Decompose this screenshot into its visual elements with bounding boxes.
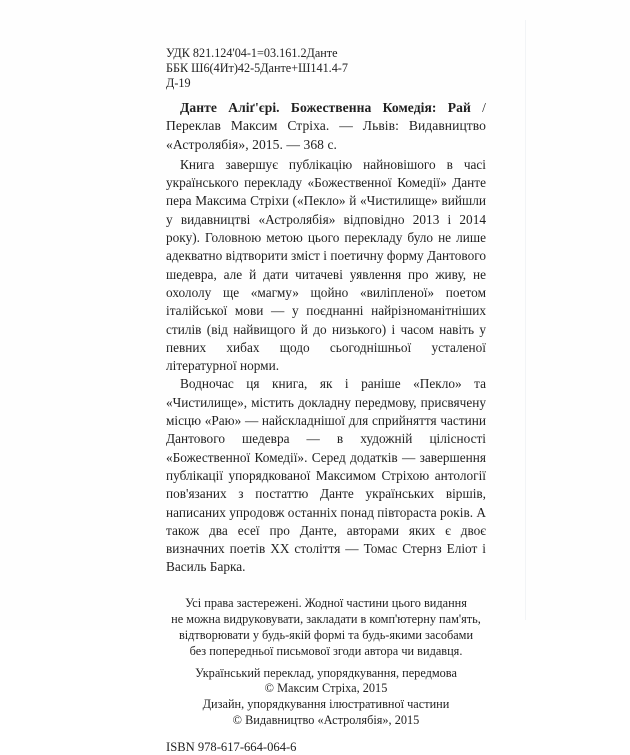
copyright-line: © Максим Стріха, 2015 [264, 681, 388, 696]
imprint-content [166, 46, 486, 755]
abstract-paragraph: Водночас ця книга, як і раніше «Пекло» та «Чистилище», містить докладну передмову, присвячену місцю «Раю» — найскладнішої для сприйняття частини Дантового шедевра — в художній цілісності «Божественної Комедії». Серед додатків — завершення публікації упорядкованої Максимом Стріхою антології пов'язаних з постаттю Данте українських віршів, написаних упродовж останніх понад півтораста років. А також два есеї про Данте, авторами яких є двоє визначних поетів XX століття — Томас Стернз Еліот і Василь Барка. [166, 376, 486, 575]
publication-details: / Переклав Максим Стріха. — Львів: Видавництво «Астролябія», 2015. — 368 с. [166, 100, 486, 152]
copyright-line: Дизайн, упорядкування ілюстративної частини [202, 697, 450, 712]
copyright-line: Український переклад, упорядкування, передмова [195, 665, 457, 680]
author-code: Д-19 [166, 76, 191, 90]
rights-notice [166, 595, 486, 660]
rights-line: відтворювати у будь-якій формі та будь-якими засобами [178, 628, 474, 643]
udk-code: УДК 821.124'04-1=03.161.2Данте [166, 46, 338, 60]
bibliographic-entry [166, 99, 486, 154]
copyright-line: © Видавництво «Астролябія», 2015 [232, 712, 420, 727]
isbn: ISBN 978-617-664-064-6 [166, 739, 297, 754]
abstract-paragraph: Книга завершує публікацію найновішого в часі українського перекладу «Божественної Комедії» Данте пера Максима Стріхи («Пекло» й «Чистилище» вийшли у видавництві «Астролябія» відповідно 2013 і 2014 року). Головною метою цього перекладу було не лише адекватно відтворити зміст і поетичну форму Дантового шедевра, але й дати читачеві уявлення про живу, не охололу ще «магму» щойно «виліпленої» поетом італійської мови — у поєднанні найрізноманітніших стилів (від найвищого й до низького) і часом навіть у певних хибах щодо сьогоднішньої усталеної літературної норми. [166, 156, 486, 374]
book-title: Данте Аліґ'єрі. Божественна Комедія: Рай [180, 100, 471, 115]
rights-line: не можна видруковувати, закладати в комп'ютерну пам'ять, [171, 611, 481, 626]
abstract [166, 156, 486, 577]
rights-line: без попередньої письмової згоди автора чи видавця. [189, 644, 463, 659]
bbk-code: ББК Ш6(4Ит)42-5Данте+Ш141.4-7 [166, 61, 348, 75]
copyright-block [166, 666, 486, 729]
rights-line: Усі права застережені. Жодної частини цього видання [185, 595, 467, 610]
classification-block [166, 46, 486, 91]
